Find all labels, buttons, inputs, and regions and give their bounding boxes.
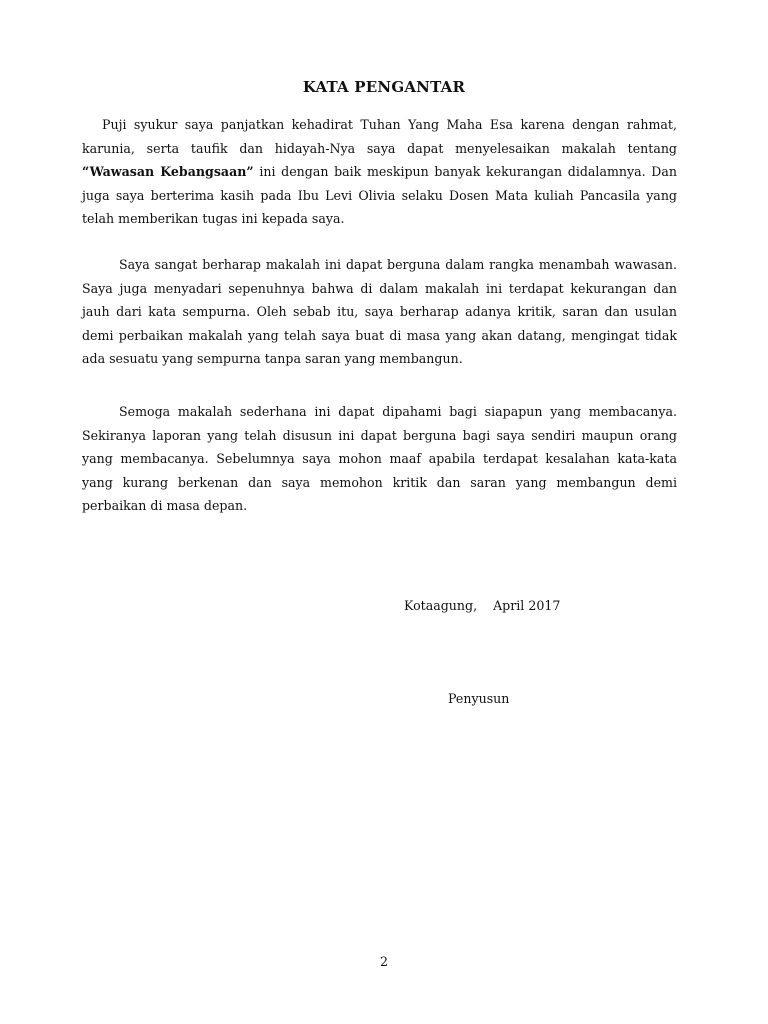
place-date: Kotaagung, April 2017 <box>404 598 561 613</box>
paragraph-2-text: Saya sangat berharap makalah ini dapat berguna dalam rangka menambah wawasan. Saya juga menyadari sepenuhnya bahwa di dalam makalah ini terdapat kekurangan dan jauh dari kata sempurna. Oleh sebab itu, saya berharap adanya kritik, saran dan usulan demi perbaikan makalah yang telah saya buat di masa yang akan datang, mengingat tidak ada sesuatu yang sempurna tanpa saran yang membangun. <box>82 257 677 366</box>
paragraph-2 <box>82 253 677 371</box>
paragraph-1-text-start: Puji syukur saya panjatkan kehadirat Tuhan Yang Maha Esa karena dengan rahmat, karunia, serta taufik dan hidayah-Nya saya dapat menyelesaikan makalah tentang <box>82 117 677 156</box>
page-number: 2 <box>379 954 388 969</box>
page-title: KATA PENGANTAR <box>302 78 466 96</box>
paragraph-1-bold-topic: “Wawasan Kebangsaan” <box>82 164 254 179</box>
paragraph-3 <box>82 400 677 518</box>
paragraph-1 <box>82 113 677 231</box>
signer-label: Penyusun <box>448 691 510 706</box>
paragraph-1-text-end: ini dengan baik meskipun banyak kekurangan didalamnya. Dan juga saya berterima kasih pada Ibu Levi Olivia selaku Dosen Mata kuliah Pancasila yang telah memberikan tugas ini kepada saya. <box>82 164 678 226</box>
paragraph-3-text: Semoga makalah sederhana ini dapat dipahami bagi siapapun yang membacanya. Sekiranya laporan yang telah disusun ini dapat berguna bagi saya sendiri maupun orang yang membacanya. Sebelumnya saya mohon maaf apabila terdapat kesalahan kata-kata yang kurang berkenan dan saya memohon kritik dan saran yang membangun demi perbaikan di masa depan. <box>82 404 677 513</box>
